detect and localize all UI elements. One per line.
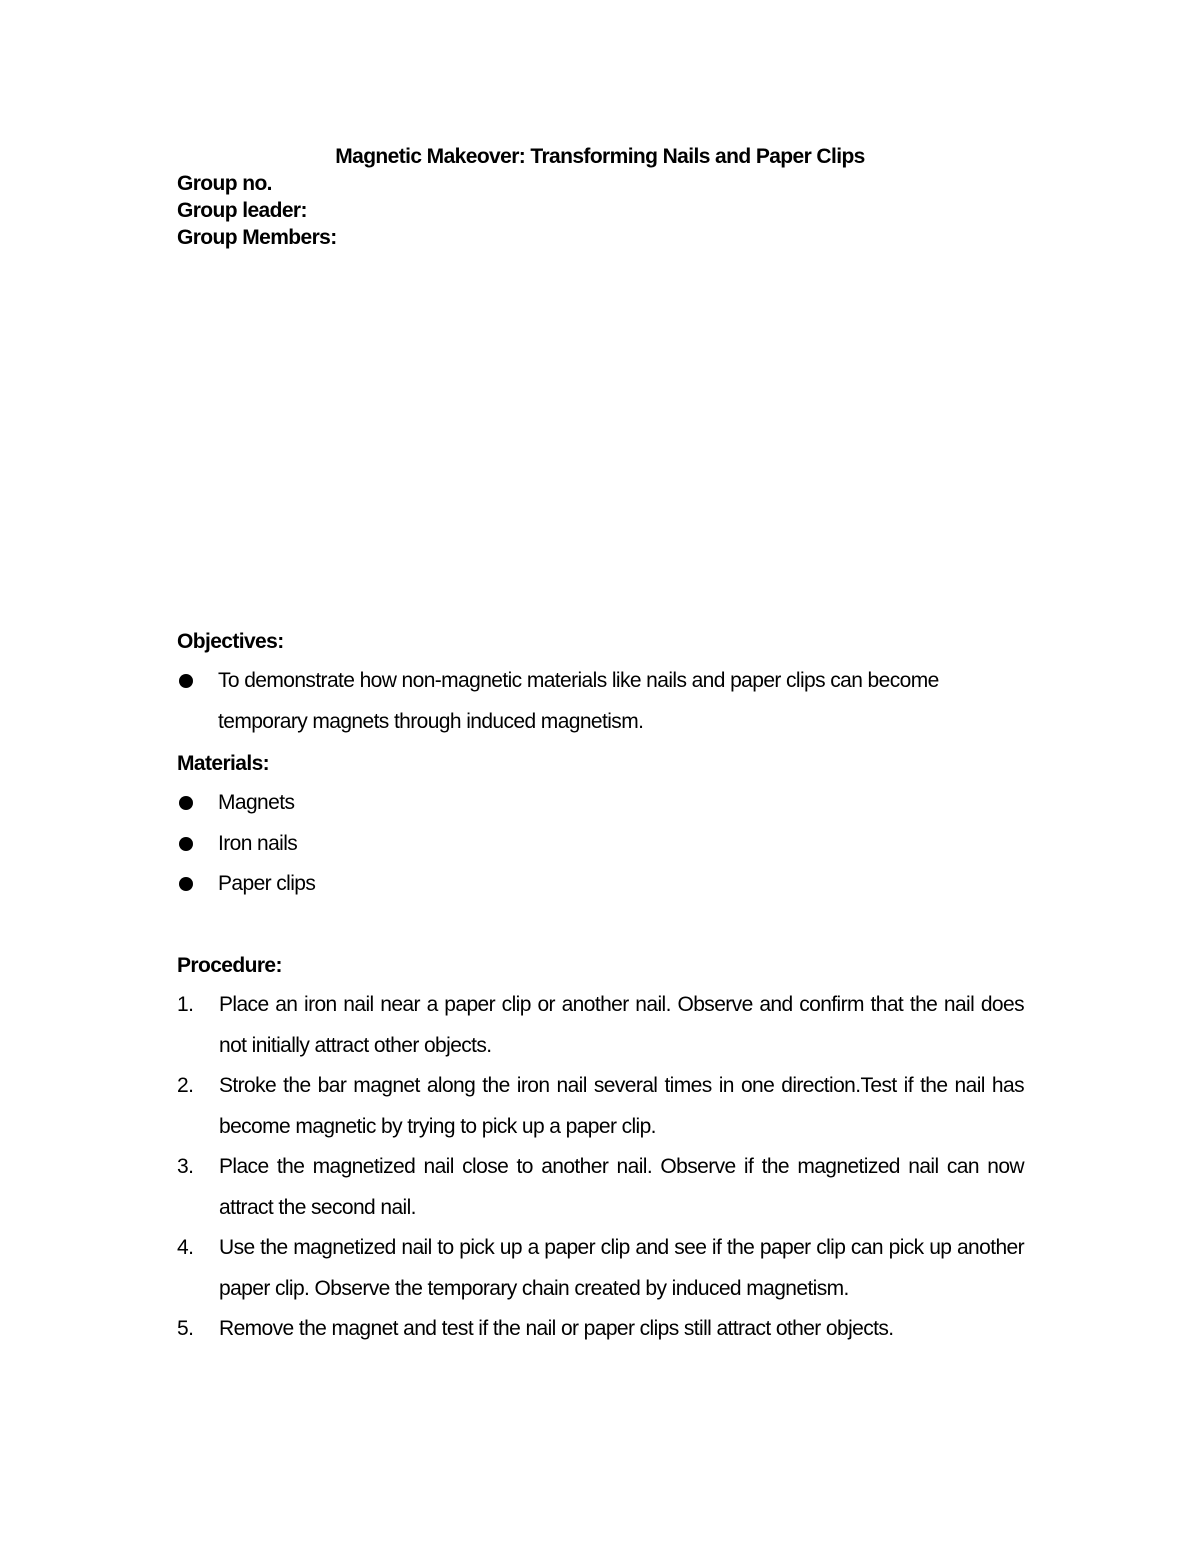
procedure-step [177, 1066, 1024, 1147]
materials-list [177, 783, 1025, 905]
list-item [177, 864, 1025, 905]
objective-text: To demonstrate how non-magnetic materials like nails and paper clips can become temporary magnets through induced magnetism. [218, 669, 939, 733]
procedure-step [177, 1309, 1024, 1350]
procedure-step [177, 985, 1024, 1066]
procedure-list [177, 985, 1024, 1350]
procedure-step [177, 1228, 1024, 1309]
materials-heading: Materials: [177, 752, 270, 775]
step-number: 4. [177, 1236, 194, 1259]
bullet-icon [179, 796, 193, 810]
bullet-icon [179, 837, 193, 851]
step-text: Place an iron nail near a paper clip or another nail. Observe and confirm that the nail does not initially attract other objects. [219, 993, 1024, 1057]
objectives-list [177, 661, 1025, 742]
group-members-label: Group Members: [177, 226, 337, 249]
step-number: 5. [177, 1317, 194, 1340]
group-no-label: Group no. [177, 172, 272, 195]
step-number: 3. [177, 1155, 194, 1178]
bullet-icon [179, 674, 193, 688]
procedure-step [177, 1147, 1024, 1228]
material-text: Magnets [218, 791, 295, 814]
list-item [177, 783, 1025, 824]
objectives-heading: Objectives: [177, 630, 284, 653]
material-text: Iron nails [218, 831, 298, 855]
step-text: Stroke the bar magnet along the iron nail several times in one direction.Test if the nail has become magnetic by trying to pick up a paper clip. [219, 1074, 1024, 1138]
step-number: 2. [177, 1074, 194, 1097]
material-text: Paper clips [218, 872, 316, 895]
step-text: Place the magnetized nail close to another nail. Observe if the magnetized nail can now attract the second nail. [219, 1155, 1024, 1219]
step-text: Use the magnetized nail to pick up a paper clip and see if the paper clip can pick up another paper clip. Observe the temporary chain created by induced magnetism. [219, 1236, 1024, 1300]
list-item [177, 661, 1025, 742]
list-item [177, 824, 1025, 865]
procedure-heading: Procedure: [177, 954, 282, 977]
group-info [177, 170, 337, 251]
step-text: Remove the magnet and test if the nail or paper clips still attract other objects. [219, 1317, 894, 1340]
step-number: 1. [177, 993, 194, 1016]
document-title: Magnetic Makeover: Transforming Nails and Paper Clips [335, 145, 865, 168]
group-leader-label: Group leader: [177, 199, 307, 222]
bullet-icon [179, 877, 193, 891]
